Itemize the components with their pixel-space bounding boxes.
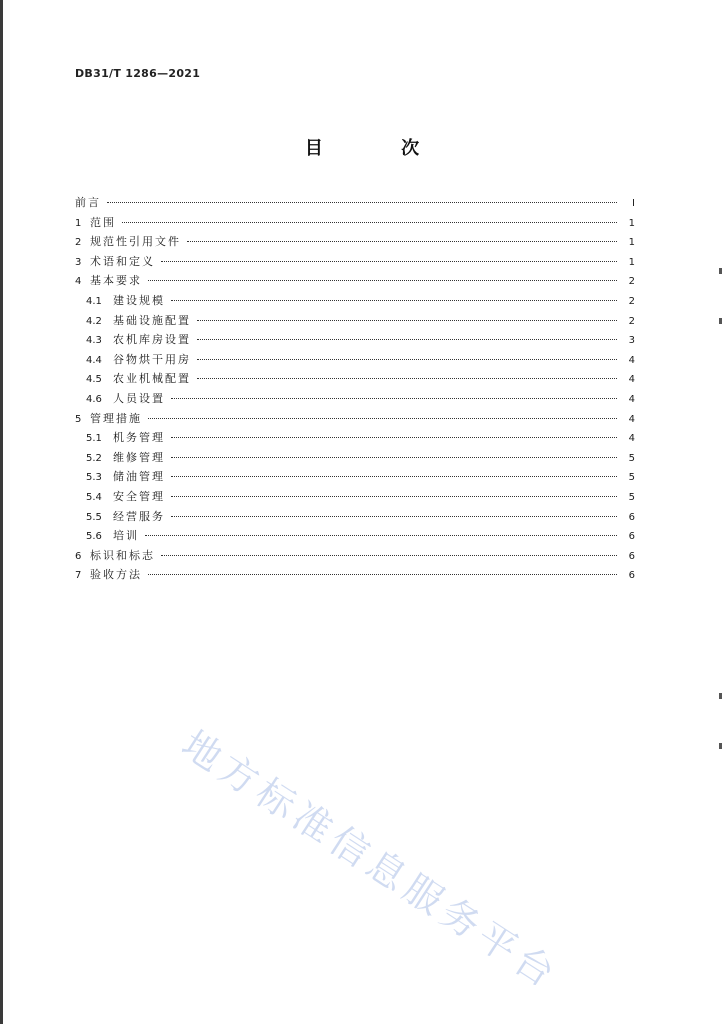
toc-entry-page: 6	[628, 511, 635, 523]
toc-entry-page: 5	[628, 491, 635, 503]
toc-entry-page: 4	[628, 433, 635, 445]
toc-entry-label: 规范性引用文件	[90, 235, 181, 249]
toc-entry-label: 农机库房设置	[113, 333, 191, 347]
toc-entry-page: 1	[628, 217, 635, 229]
toc-entry[interactable]	[75, 291, 635, 311]
toc-entry-page: 6	[628, 550, 635, 562]
toc-entry[interactable]	[75, 467, 635, 487]
toc-entry-label: 经营服务	[113, 509, 165, 523]
toc-entry[interactable]	[75, 350, 635, 370]
toc-entry-page: 4	[628, 354, 635, 366]
toc-entry[interactable]	[75, 526, 635, 546]
toc-entry-page: 3	[628, 335, 635, 347]
toc-dot-leader	[148, 418, 617, 419]
toc-entry-page: 4	[628, 393, 635, 405]
toc-entry-number: 5.1	[86, 433, 102, 445]
toc-entry-number: 5.5	[86, 511, 102, 523]
toc-dot-leader	[171, 476, 617, 477]
toc-entry[interactable]	[75, 330, 635, 350]
toc-entry-page: 5	[628, 472, 635, 484]
table-of-contents	[75, 193, 635, 585]
toc-entry-number: 1	[75, 217, 82, 229]
toc-dot-leader	[171, 437, 617, 438]
toc-entry-label: 验收方法	[90, 568, 142, 582]
toc-entry[interactable]	[75, 409, 635, 429]
toc-dot-leader	[122, 222, 617, 223]
toc-entry-number: 3	[75, 256, 82, 268]
toc-entry-number: 7	[75, 570, 82, 582]
toc-entry-label: 人员设置	[113, 391, 165, 405]
toc-entry-number: 5.6	[86, 531, 102, 543]
toc-dot-leader	[171, 516, 617, 517]
toc-entry-number: 6	[75, 550, 82, 562]
toc-dot-leader	[197, 320, 617, 321]
toc-entry[interactable]	[75, 252, 635, 272]
toc-entry-number: 4	[75, 276, 82, 288]
scan-edge-mark	[719, 318, 722, 324]
toc-dot-leader	[107, 202, 617, 203]
toc-dot-leader	[161, 261, 617, 262]
toc-dot-leader	[148, 574, 617, 575]
toc-entry-page: 2	[628, 295, 635, 307]
toc-entry-page: 5	[628, 452, 635, 464]
toc-entry-number: 5.2	[86, 452, 102, 464]
toc-entry[interactable]	[75, 213, 635, 233]
toc-entry-page: 1	[628, 237, 635, 249]
toc-entry-page: 6	[628, 531, 635, 543]
scan-edge-mark	[719, 743, 722, 749]
toc-entry-label: 谷物烘干用房	[113, 352, 191, 366]
toc-entry-number: 5	[75, 413, 82, 425]
toc-entry[interactable]	[75, 389, 635, 409]
toc-entry-label: 维修管理	[113, 450, 165, 464]
toc-entry[interactable]	[75, 546, 635, 566]
toc-entry-page: 4	[628, 413, 635, 425]
toc-entry[interactable]	[75, 448, 635, 468]
toc-dot-leader	[171, 300, 617, 301]
toc-entry-label: 标识和标志	[90, 548, 155, 562]
document-code: DB31/T 1286—2021	[75, 67, 201, 80]
toc-entry-label: 建设规模	[113, 293, 165, 307]
toc-entry[interactable]	[75, 232, 635, 252]
toc-entry-label: 术语和定义	[90, 254, 155, 268]
toc-entry[interactable]	[75, 193, 635, 213]
toc-entry-label: 前言	[75, 196, 101, 209]
toc-dot-leader	[171, 496, 617, 497]
toc-entry-label: 培训	[113, 529, 139, 543]
toc-entry-number: 4.4	[86, 354, 102, 366]
scan-edge-mark	[719, 693, 722, 699]
toc-entry[interactable]	[75, 311, 635, 331]
toc-entry-page: 2	[628, 315, 635, 327]
toc-entry-page: 4	[628, 374, 635, 386]
toc-dot-leader	[171, 457, 617, 458]
scan-edge-mark	[719, 268, 722, 274]
toc-entry-page: 2	[628, 276, 635, 288]
toc-entry-page: 1	[628, 256, 635, 268]
toc-entry-number: 4.6	[86, 393, 102, 405]
toc-dot-leader	[171, 398, 617, 399]
toc-entry-label: 农业机械配置	[113, 372, 191, 386]
toc-entry-label: 管理措施	[90, 411, 142, 425]
toc-entry-page: 6	[628, 570, 635, 582]
toc-title: 目 次	[304, 138, 456, 159]
toc-entry-number: 5.4	[86, 491, 102, 503]
toc-entry[interactable]	[75, 565, 635, 585]
toc-dot-leader	[187, 241, 617, 242]
toc-entry-label: 基础设施配置	[113, 313, 191, 327]
toc-entry-label: 基本要求	[90, 274, 142, 288]
toc-dot-leader	[197, 378, 617, 379]
toc-entry-label: 安全管理	[113, 489, 165, 503]
toc-entry[interactable]	[75, 487, 635, 507]
toc-entry-page: I	[632, 198, 635, 209]
toc-entry-number: 2	[75, 237, 82, 249]
toc-entry-label: 储油管理	[113, 470, 165, 484]
toc-entry-number: 5.3	[86, 472, 102, 484]
toc-dot-leader	[161, 555, 617, 556]
toc-entry[interactable]	[75, 507, 635, 527]
toc-entry-number: 4.3	[86, 335, 102, 347]
toc-entry[interactable]	[75, 369, 635, 389]
toc-entry-label: 范围	[90, 215, 116, 229]
toc-dot-leader	[197, 339, 617, 340]
toc-dot-leader	[148, 280, 617, 281]
watermark: 地方标准信息服务平台	[174, 721, 568, 999]
toc-entry-number: 4.1	[86, 295, 102, 307]
toc-entry-number: 4.5	[86, 374, 102, 386]
toc-dot-leader	[145, 535, 617, 536]
toc-dot-leader	[197, 359, 617, 360]
toc-entry-label: 机务管理	[113, 431, 165, 445]
toc-entry[interactable]	[75, 428, 635, 448]
toc-entry-number: 4.2	[86, 315, 102, 327]
toc-entry[interactable]	[75, 271, 635, 291]
